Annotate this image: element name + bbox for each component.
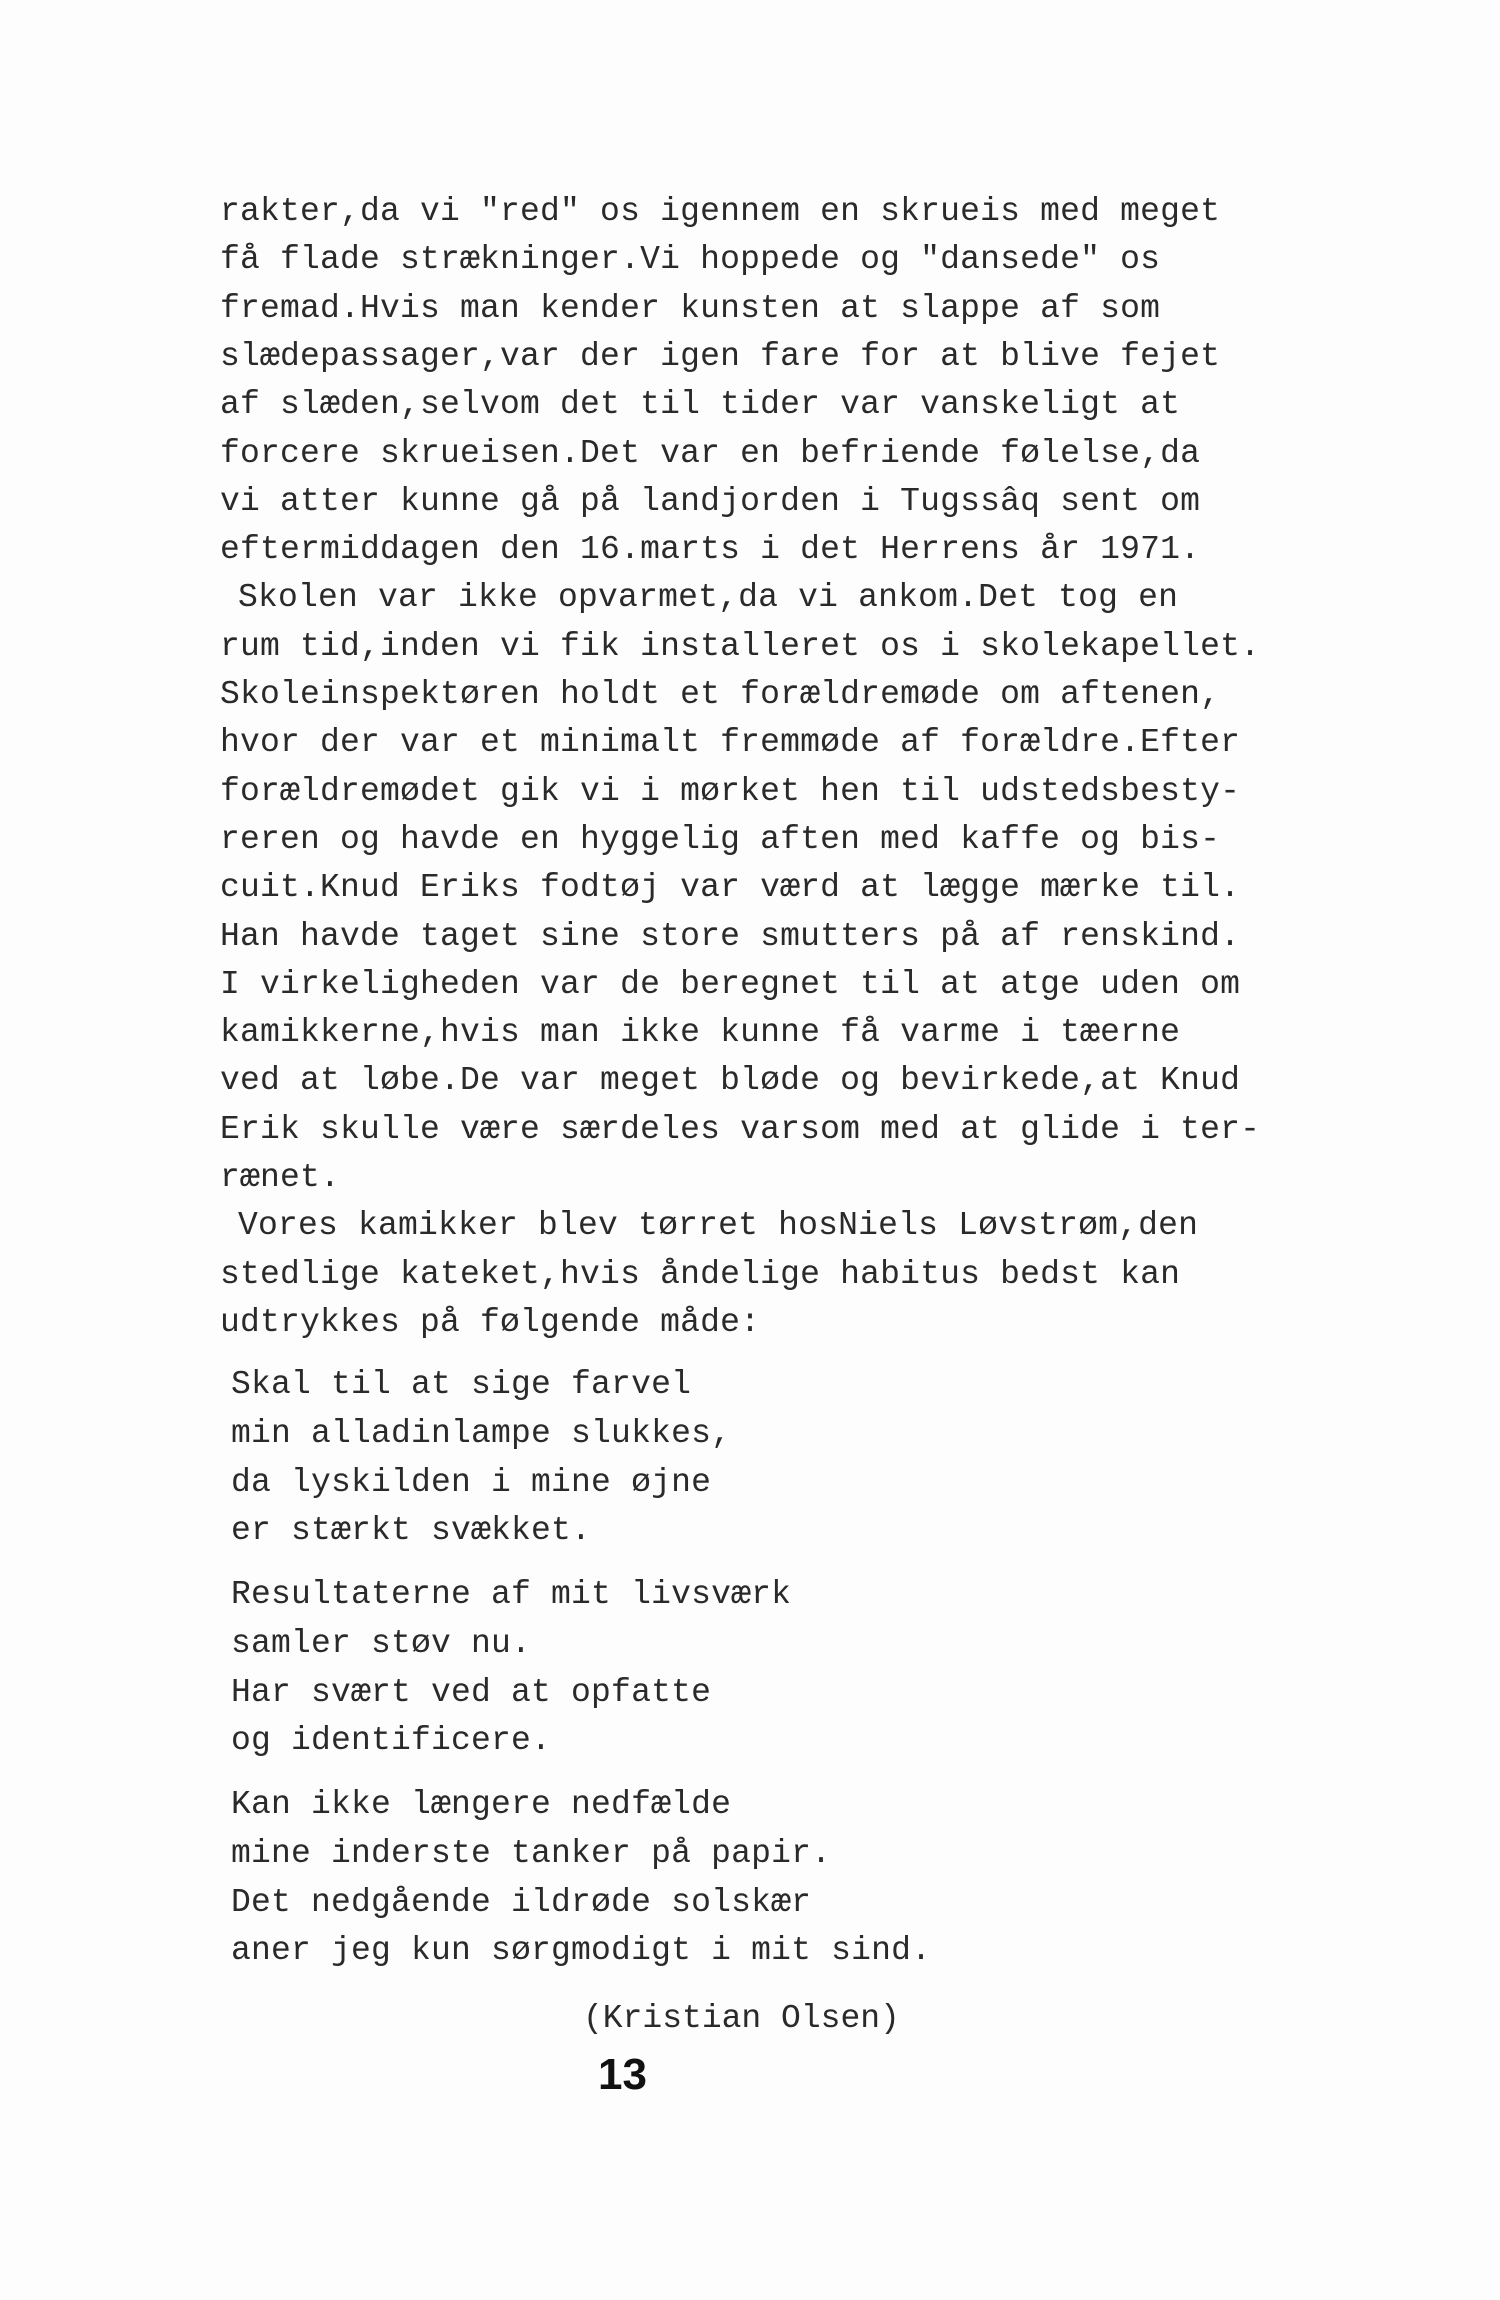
text-line: rakter,da vi "red" os igennem en skrueis med meget — [220, 193, 1221, 230]
poem-line: da lyskilden i mine øjne — [231, 1463, 712, 1501]
poem-line: Kan ikke længere nedfælde — [231, 1786, 732, 1823]
text-line: udtrykkes på følgende måde: — [220, 1303, 761, 1341]
text-line: Han havde taget sine store smutters på af renskind. — [220, 917, 1241, 955]
text-line: slædepassager,var der igen fare for at blive fejet — [220, 337, 1221, 375]
poem-attribution: (Kristian Olsen) — [583, 2000, 900, 2037]
poem-line: Skal til at sige farvel — [231, 1366, 692, 1403]
poem-line: aner jeg kun sørgmodigt i mit sind. — [231, 1932, 932, 1970]
text-line: rænet. — [220, 1159, 341, 1196]
text-line: Skoleinspektøren holdt et forældremøde om aftenen, — [220, 676, 1221, 713]
text-line: Erik skulle være særdeles varsom med at glide i ter- — [220, 1110, 1261, 1148]
text-line: stedlige kateket,hvis åndelige habitus bedst kan — [220, 1255, 1181, 1293]
poem-line: Resultaterne af mit livsværk — [231, 1576, 792, 1613]
poem-line: Det nedgående ildrøde solskær — [231, 1883, 812, 1921]
page-number: 13 — [598, 2050, 647, 2099]
text-line: forældremødet gik vi i mørket hen til udstedsbesty- — [220, 772, 1241, 810]
poem-line: mine inderste tanker på papir. — [231, 1834, 832, 1872]
text-line: reren og havde en hyggelig aften med kaffe og bis- — [220, 820, 1221, 858]
text-line: ved at løbe.De var meget bløde og bevirkede,at Knud — [220, 1062, 1241, 1100]
poem-line: og identificere. — [231, 1722, 552, 1760]
text-line: få flade strækninger.Vi hoppede og "dansede" os — [220, 241, 1161, 279]
poem-line: er stærkt svækket. — [231, 1512, 592, 1550]
poem-line: min alladinlampe slukkes, — [231, 1414, 732, 1452]
text-line: cuit.Knud Eriks fodtøj var værd at lægge mærke til. — [220, 869, 1241, 907]
text-line: I virkeligheden var de beregnet til at atge uden om — [220, 965, 1241, 1003]
text-line: af slæden,selvom det til tider var vanskeligt at — [220, 386, 1181, 424]
poem-line: Har svært ved at opfatte — [231, 1673, 712, 1711]
text-line: fremad.Hvis man kender kunsten at slappe af som — [220, 289, 1161, 327]
text-line: Vores kamikker blev tørret hosNiels Løvstrøm,den — [238, 1207, 1199, 1245]
text-line: vi atter kunne gå på landjorden i Tugssâq sent om — [220, 482, 1201, 520]
text-line: kamikkerne,hvis man ikke kunne få varme i tæerne — [220, 1014, 1181, 1052]
text-line: rum tid,inden vi fik installeret os i skolekapellet. — [220, 627, 1261, 665]
text-line: hvor der var et minimalt fremmøde af forældre.Efter — [220, 724, 1241, 762]
text-line: eftermiddagen den 16.marts i det Herrens år 1971. — [220, 531, 1201, 569]
text-line: forcere skrueisen.Det var en befriende følelse,da — [220, 434, 1201, 472]
poem-line: samler støv nu. — [231, 1624, 532, 1662]
text-line: Skolen var ikke opvarmet,da vi ankom.Det tog en — [238, 579, 1179, 617]
